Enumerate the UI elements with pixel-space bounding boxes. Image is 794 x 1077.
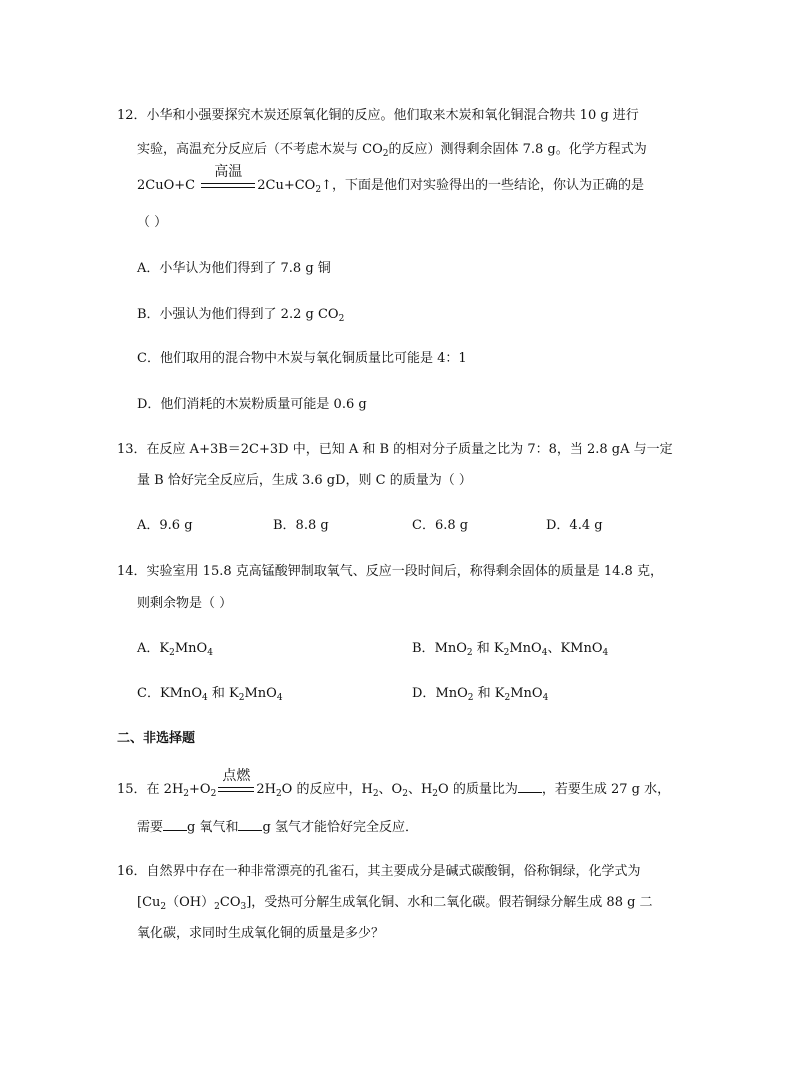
q13-option-c: C．6.8 g [412,518,469,533]
q12-answer-bracket: （ ） [137,215,168,230]
equation-left: 2CuO+C [137,178,196,193]
q13-option-a: A．9.6 g [137,518,193,533]
q12-option-d: D．他们消耗的木炭粉质量可能是 0.6 g [137,397,367,412]
blank-hydrogen-mass[interactable] [238,818,262,831]
reaction-condition: 高温 [199,178,257,193]
q14-option-b: B．MnO$_2$ 和 $K_2MnO_4$、KMnO$_4$ [412,641,609,658]
q12-option-b: B．小强认为他们得到了 2.2 g $CO_2$ [137,307,345,324]
q15-line-2: 需要 g 氧气和 g 氢气才能恰好完全反应． [137,820,418,835]
q12-option-a: A．小华认为他们得到了 7.8 g 铜 [137,261,331,276]
section-title: 二、非选择题 [117,731,196,746]
ignition-condition: 点燃 [216,782,256,797]
blank-oxygen-mass[interactable] [163,818,187,831]
q16-line-2: $[Cu_2(OH)_2CO_3]$，受热可分解生成氧化铜、水和二氧化碳。假若铜绿分解生成 88 g 二 [137,895,653,912]
q14-line-2: 则剩余物是（ ） [137,596,233,611]
q14-option-d: D．MnO$_2$ 和 $K_2MnO_4$ [412,686,549,703]
q13-option-b: B．8.8 g [273,518,329,533]
q14-option-c: C．KMnO$_4$ 和 $K_2MnO_4$ [137,686,283,703]
q13-line-2: 量 B 恰好完全反应后，生成 3.6 gD，则 C 的质量为（ ） [137,473,472,488]
q12-line-1: 12．小华和小强要探究木炭还原氧化铜的反应。他们取来木炭和氧化铜混合物共 10 g 进行 [117,108,639,123]
q14-line-1: 14．实验室用 15.8 克高锰酸钾制取氧气、反应一段时间后，称得剩余固体的质量是 14.8 克， [117,564,663,579]
equation-right: 2Cu+CO [257,178,316,193]
q12-option-c: C．他们取用的混合物中木炭与氧化铜质量比可能是 4：1 [137,351,467,366]
q14-option-a: A．$K_2MnO_4$ [137,641,213,658]
q16-line-3: 氧化碳，求同时生成氧化铜的质量是多少？ [137,926,385,941]
q12-line-2: 实验，高温充分反应后（不考虑木炭与 $CO_2$的反应）测得剩余固体 7.8 g。化学方程式为 [137,142,647,159]
q13-line-1: 13．在反应 A+3B＝2C+3D 中，已知 A 和 B 的相对分子质量之比为 7：8，当 2.8 gA 与一定 [117,442,673,457]
q16-line-1: 16．自然界中存在一种非常漂亮的孔雀石，其主要成分是碱式碳酸铜，俗称铜绿，化学式为 [117,864,641,879]
q15-line-1: 15．在 $2H_2+O_2$ 点燃 $2H_2O$ 的反应中，$H_2$、$O_2$、$H_2O$ 的质量比为 ，若要生成 27 g 水， [117,768,671,799]
q13-option-d: D．4.4 g [546,518,603,533]
q12-equation-line: 2CuO+C 高温 $2Cu+CO_2↑$，下面是他们对实验得出的一些结论，你认为正确的是 [137,164,644,195]
blank-mass-ratio[interactable] [518,780,542,793]
